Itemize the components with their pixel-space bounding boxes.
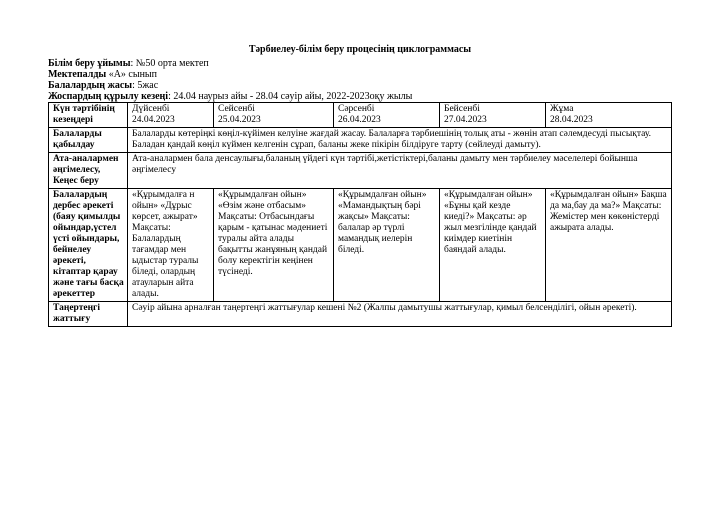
activity-cell-tuesday: «Құрымдалған ойын» «Өзім және отбасым» Мақсаты: Отбасындағы қарым - қатынас мәдениеті туралы айта алады бақытты жанұяның қандай болу керектігін кеңінен түсінеді. (214, 189, 334, 302)
day-name: Сейсенбі (218, 104, 255, 114)
meta-organization-value: : №50 орта мектеп (130, 58, 209, 69)
activity-cell-friday: «Құрымдалған ойын» Бақша да ма,бау да ма?» Мақсаты: Жемістер мен көкөністерді ажырата алады. (546, 189, 672, 302)
day-date: 26.04.2023 (338, 115, 381, 125)
meta-group-value: «А» сынып (106, 69, 157, 80)
day-date: 25.04.2023 (218, 115, 261, 125)
meta-period-value: : 24.04 наурыз айы - 28.04 сәуір айы, 2022-2023оқу жылы (168, 91, 413, 102)
table-row-activity (49, 189, 672, 302)
activity-cell-wednesday: «Құрымдалған ойын» «Мамандықтың бәрі жақсы» Мақсаты: балалар әр түрлі мамандық иелерін біледі. (334, 189, 440, 302)
day-name: Дүйсенбі (132, 104, 170, 114)
table-row-reception (49, 128, 672, 153)
day-name: Бейсенбі (444, 104, 480, 114)
day-name: Жұма (550, 104, 574, 114)
day-name: Сәрсенбі (338, 104, 375, 114)
table-row-exercise (49, 302, 672, 327)
day-header-friday (546, 103, 672, 128)
row-label-exercise: Таңертеңгі жаттығу (49, 302, 128, 327)
cyclogram-table (48, 102, 672, 327)
header-corner-cell: Күн тәртібінің кезеңдері (49, 103, 128, 128)
meta-period (48, 91, 672, 102)
activity-cell-thursday: «Құрымдалған ойын» «Бұны қай кезде киеді?» Мақсаты: әр жыл мезгілінде қандай киімдер киетінін баяндай алады. (440, 189, 546, 302)
exercise-cell: Сәуір айына арналған таңертеңгі жаттығулар кешені №2 (Жалпы дамытушы жаттығулар, қимыл белсенділігі, ойын әрекеті). (128, 302, 672, 327)
meta-age-label: Балалардың жасы (48, 80, 133, 91)
day-date: 24.04.2023 (132, 115, 175, 125)
table-row-parents (49, 153, 672, 189)
row-label-parents: Ата-аналармен әңгімелесу, Кеңес беру (49, 153, 128, 189)
document-title: Тәрбиелеу-білім беру процесінің циклограммасы (248, 44, 472, 55)
day-header-tuesday (214, 103, 334, 128)
meta-age-value: : 5жас (132, 80, 159, 91)
activity-cell-monday: «Құрымдалға н ойын» «Дұрыс көрсет, ажырат» Мақсаты: Балалардың тағамдар мен ыдыстар туралы біледі, олардың атауларын айта алады. (128, 189, 214, 302)
row-label-reception: Балаларды қабылдау (49, 128, 128, 153)
day-header-monday (128, 103, 214, 128)
meta-age (48, 80, 672, 91)
meta-organization-label: Білім беру ұйымы (48, 58, 131, 69)
table-header-row (49, 103, 672, 128)
meta-period-label: Жоспардың құрылу кезеңі (48, 91, 169, 102)
day-header-wednesday (334, 103, 440, 128)
row-label-activity: Балалардың дербес әрекеті (баяу қимылды ойындар,үстел үсті ойындары, бейнелеу әрекеті, кітаптар қарау және тағы басқа әрекеттер (49, 189, 128, 302)
meta-group-label: Мектепалды (48, 69, 107, 80)
day-date: 27.04.2023 (444, 115, 487, 125)
meta-organization (48, 58, 672, 69)
parents-cell: Ата-аналармен бала денсаулығы,баланың үйдегі күн тәртібі,жетістіктері,баланы дамыту мен тәрбиелеу мәселелері бойынша әңгімелесу (128, 153, 672, 189)
document-page (48, 44, 672, 327)
meta-group (48, 69, 672, 80)
day-date: 28.04.2023 (550, 115, 593, 125)
day-header-thursday (440, 103, 546, 128)
reception-cell: Балаларды көтеріңкі көңіл-күйімен келуіне жағдай жасау. Балаларға тәрбиешінің толық аты - жөнін атап сәлемдесуді пысықтау. Баладан қандай көңіл күймен келгенін сұрап, баланы жеке пікірін білдіруге тарту (сөйлеуді дамыту). (128, 128, 672, 153)
